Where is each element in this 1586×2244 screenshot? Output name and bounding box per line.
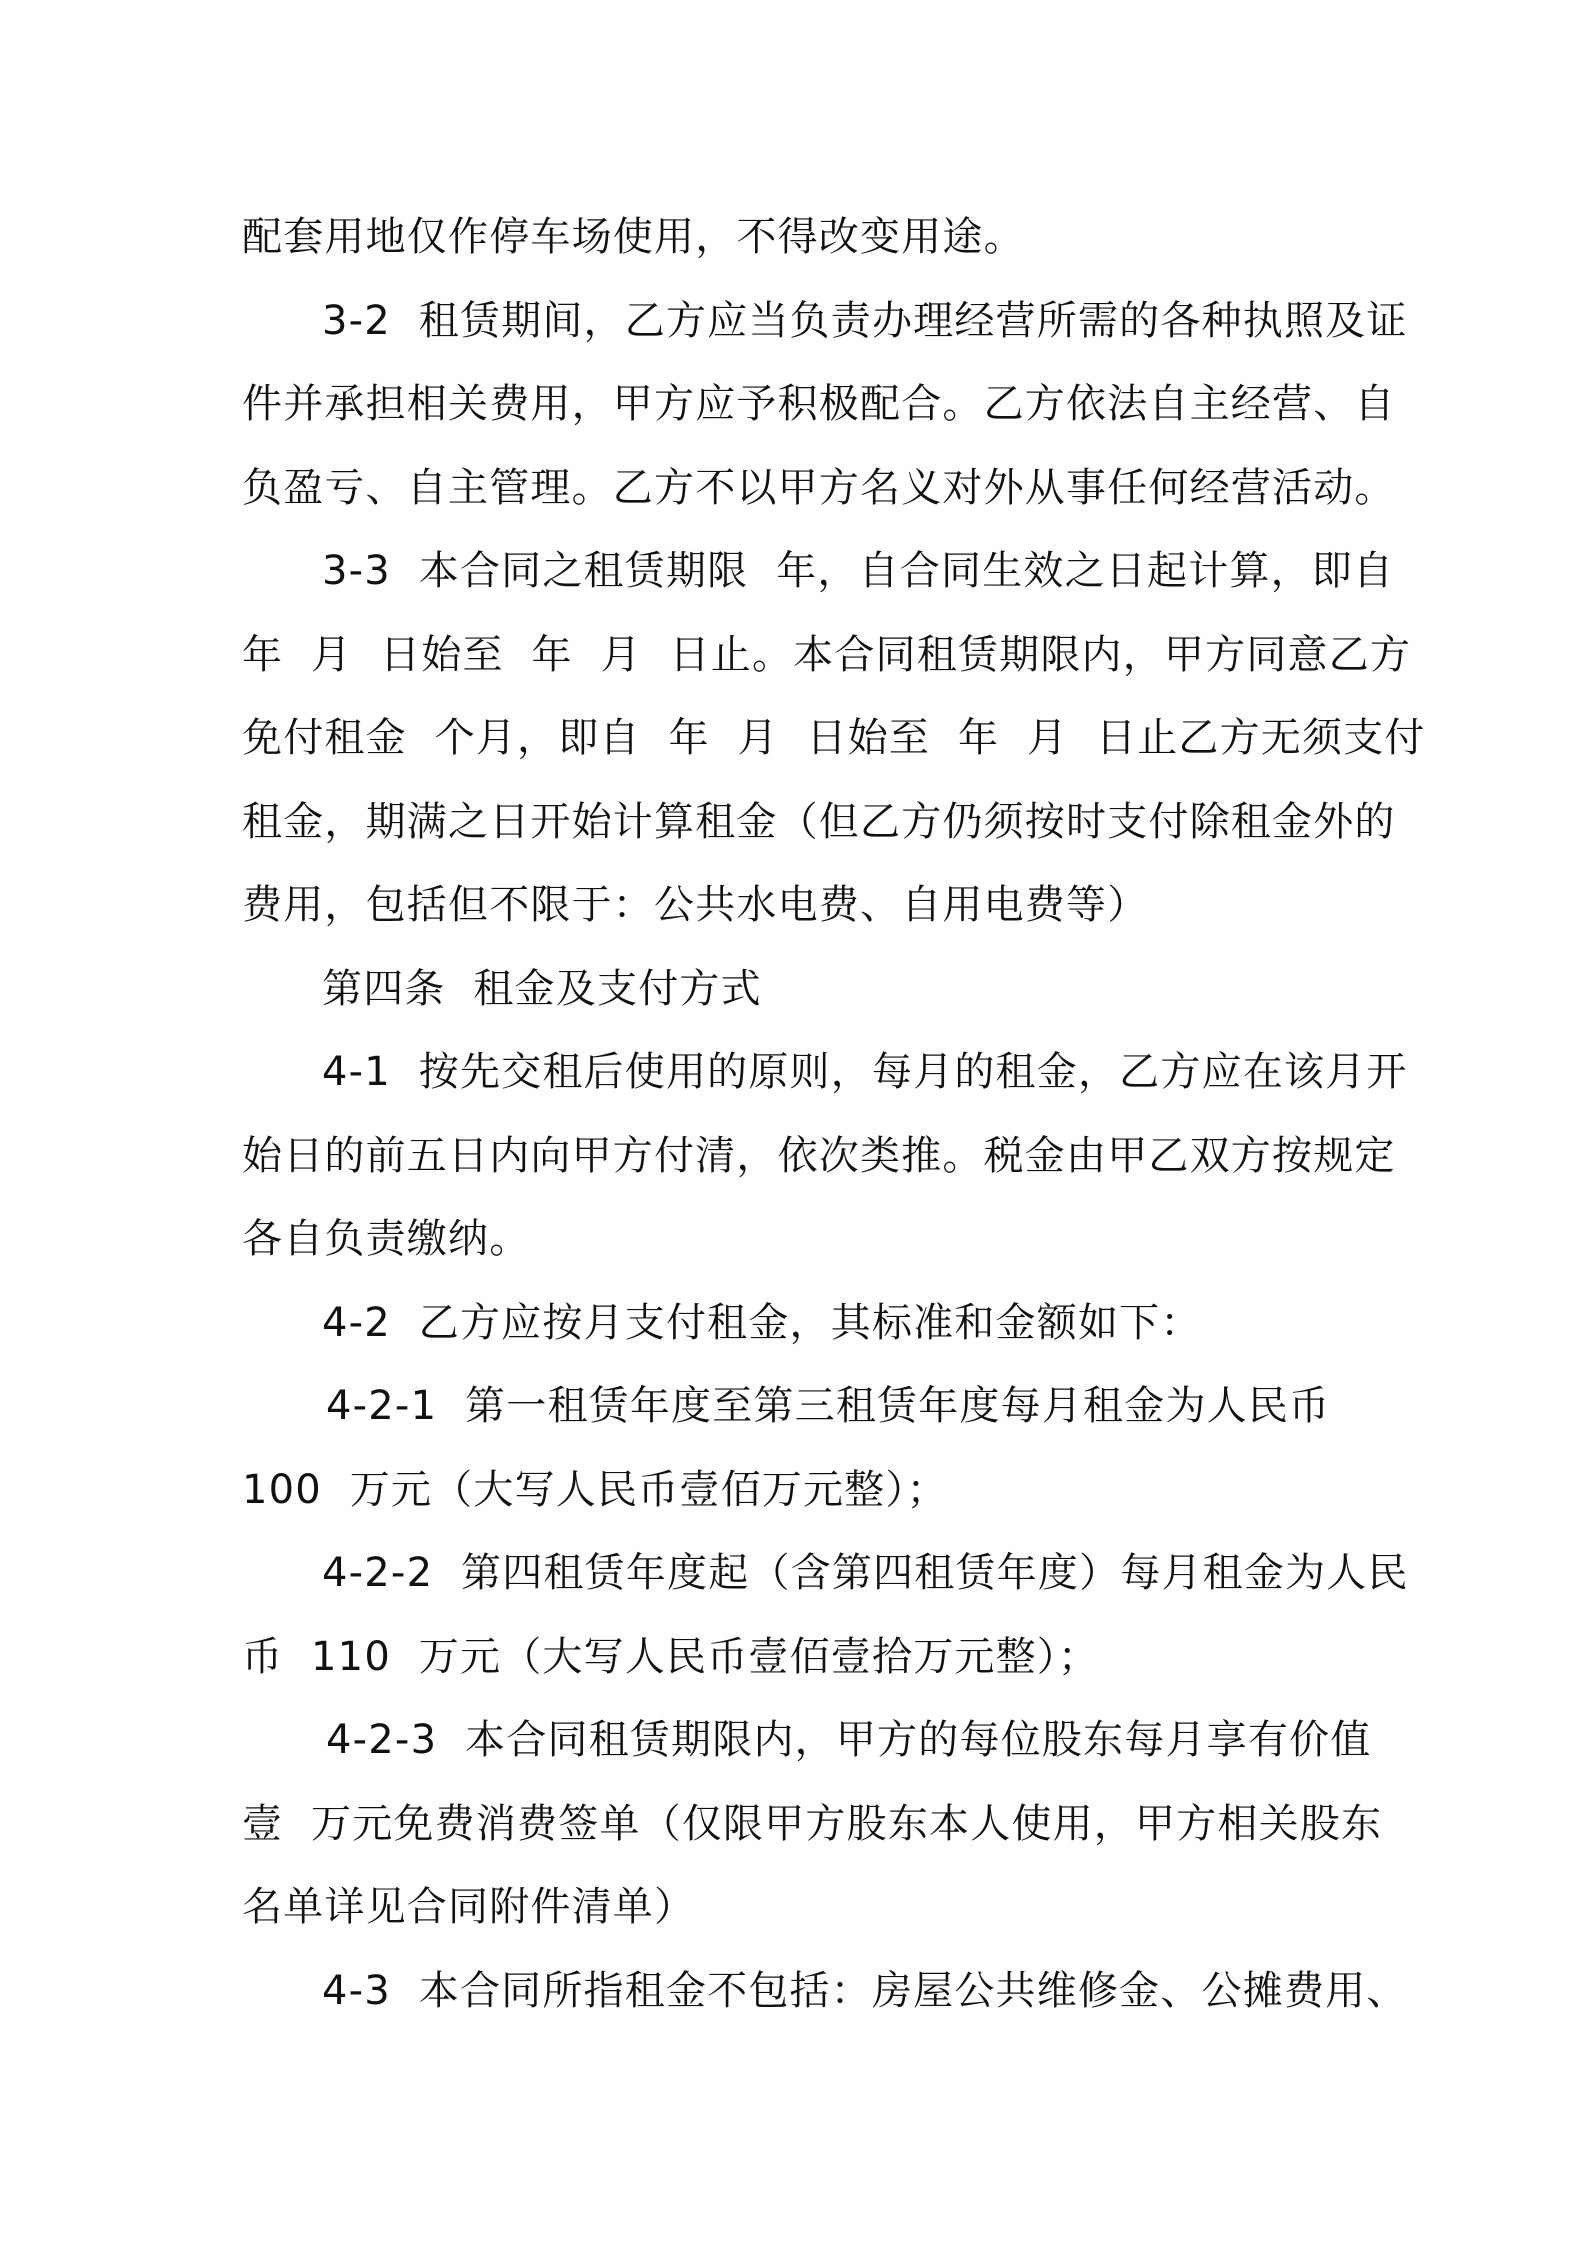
clause-3-2-line: 3-2 租赁期间，乙方应当负责办理经营所需的各种执照及证 [322,297,1408,344]
clause-4-2-2-line: 4-2-2 第四租赁年度起（含第四租赁年度）每月租金为人民 [322,1550,1409,1596]
text-line: 免付租金 个月，即自 年 月 日始至 年 月 日止乙方无须支付 [242,715,1426,761]
text-line: 配套用地仅作停车场使用，不得改变用途。 [242,214,1025,260]
text-line: 100 万元（大写人民币壹佰万元整）； [242,1466,948,1513]
clause-4-1-line: 4-1 按先交租后使用的原则，每月的租金，乙方应在该月开 [322,1049,1408,1095]
text-line: 费用，包括但不限于：公共水电费、自用电费等） [242,882,1149,928]
contract-page [242,196,1426,2033]
text-line: 始日的前五日内向甲方付清，依次类推。税金由甲乙双方按规定 [242,1132,1396,1179]
text-line: 租金，期满之日开始计算租金（但乙方仍须按时支付除租金外的 [242,798,1396,845]
text-line: 壹 万元免费消费签单（仅限甲方股东本人使用，甲方相关股东 [242,1800,1383,1847]
section-heading-4: 第四条 租金及支付方式 [322,965,762,1012]
clause-4-2-1-line: 4-2-1 第一租赁年度至第三租赁年度每月租金为人民币 [326,1383,1331,1429]
text-line: 年 月 日始至 年 月 日止。本合同租赁期限内，甲方同意乙方 [242,631,1412,678]
text-line: 负盈亏、自主管理。乙方不以甲方名义对外从事任何经营活动。 [242,464,1396,511]
clause-3-3-line: 3-3 本合同之租赁期限 年，自合同生效之日起计算，即自 [322,548,1395,594]
clause-4-2-3-line: 4-2-3 本合同租赁期限内，甲方的每位股东每月享有价值 [326,1717,1372,1763]
text-line: 币 110 万元（大写人民币壹佰壹拾万元整）； [242,1633,1100,1680]
clause-4-2-line: 4-2 乙方应按月支付租金，其标准和金额如下： [322,1299,1202,1346]
clause-4-3-line: 4-3 本合同所指租金不包括：房屋公共维修金、公摊费用、 [322,1967,1408,2014]
text-line: 名单详见合同附件清单） [242,1884,696,1930]
text-line: 各自负责缴纳。 [242,1216,531,1262]
text-line: 件并承担相关费用，甲方应予积极配合。乙方依法自主经营、自 [242,381,1396,427]
